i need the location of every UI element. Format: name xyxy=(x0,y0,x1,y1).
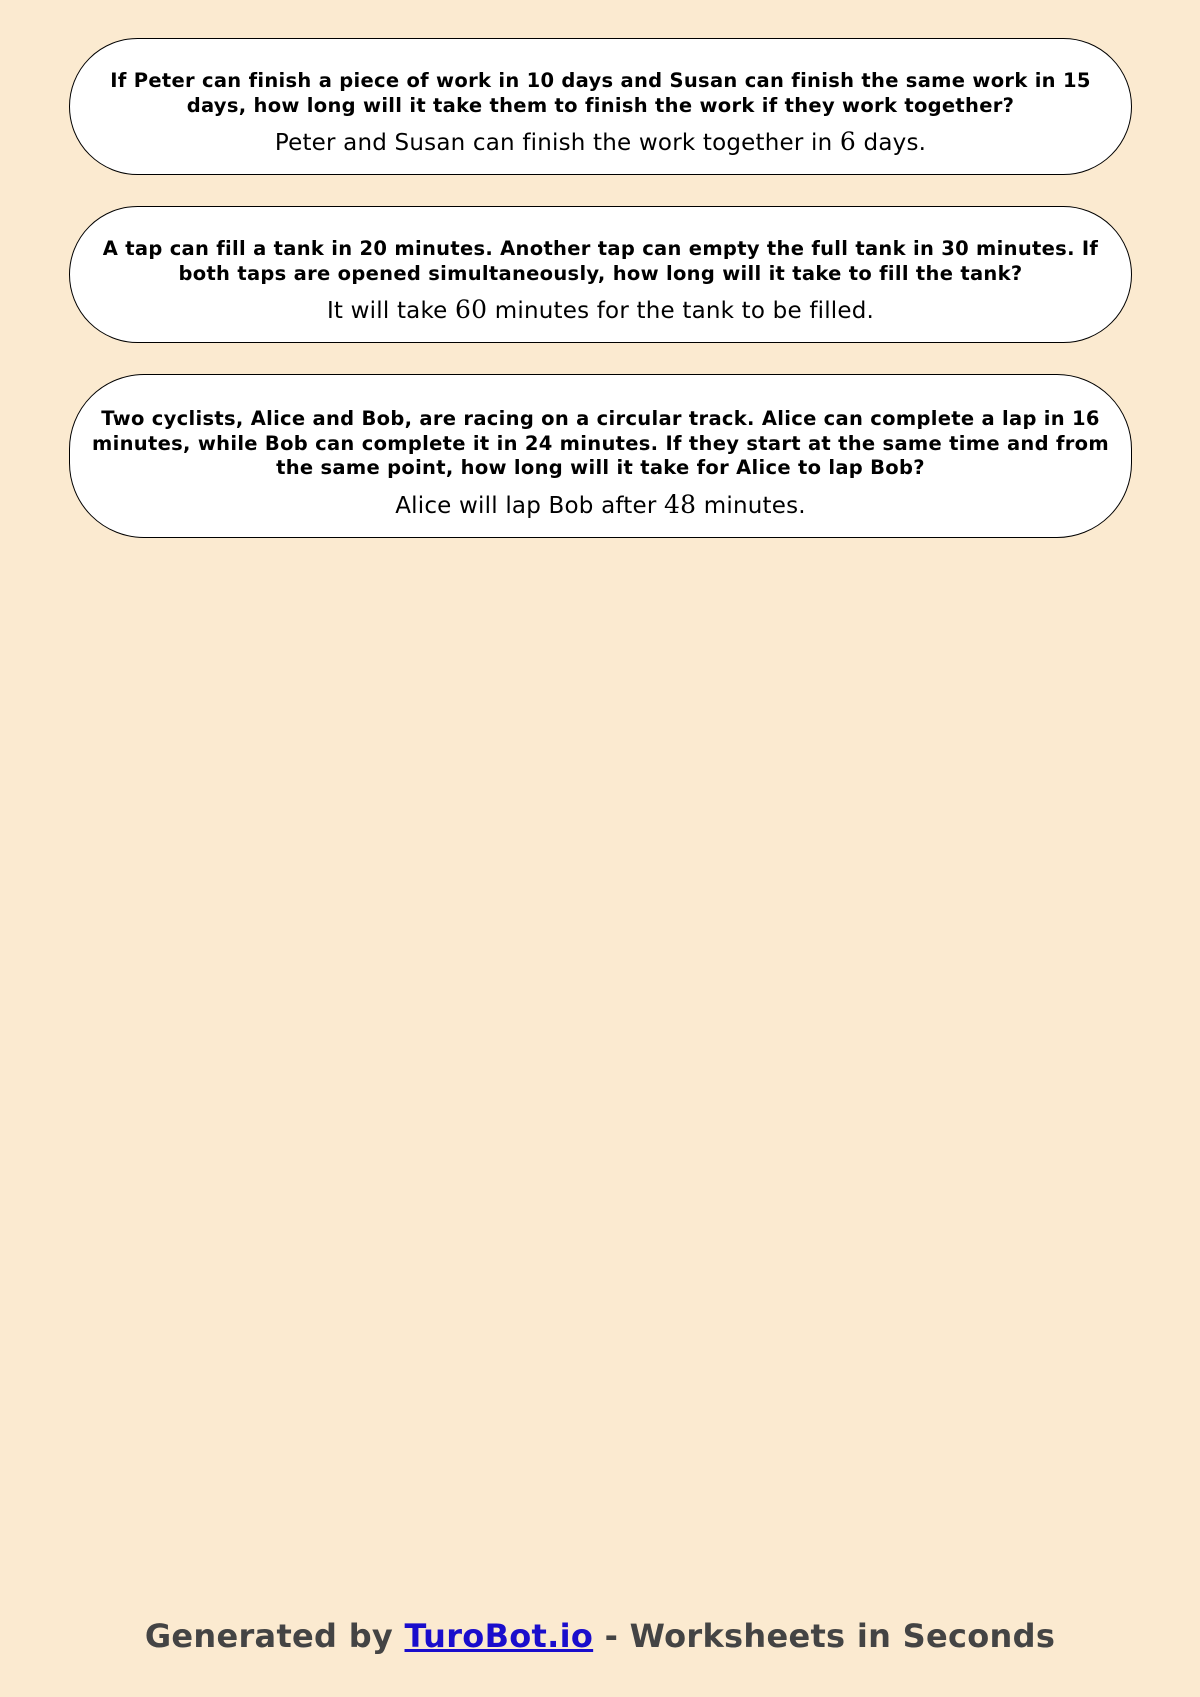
problem-question: If Peter can finish a piece of work in 10 days and Susan can finish the same work in 15 days, how long will it take them to finish the work if they work together? xyxy=(110,69,1091,117)
answer-text-before: Alice will lap Bob after xyxy=(395,492,665,519)
turobot-link[interactable]: TuroBot.io xyxy=(404,1617,594,1655)
answer-text-after: minutes for the tank to be filled. xyxy=(487,298,875,324)
problem-card-1 xyxy=(69,38,1132,175)
footer-suffix: - Worksheets in Seconds xyxy=(593,1617,1056,1655)
answer-text-after: minutes. xyxy=(696,492,806,519)
footer-prefix: Generated by xyxy=(144,1617,405,1655)
problem-question: Two cyclists, Alice and Bob, are racing on a circular track. Alice can complete a lap in 16 minutes, while Bob can complete it in 24 minutes. If they start at the same time and from the same point, how long will it take for Alice to lap Bob? xyxy=(92,407,1109,479)
problem-card-3 xyxy=(69,374,1132,538)
problem-question: A tap can fill a tank in 20 minutes. Another tap can empty the full tank in 30 minutes. If both taps are opened simultaneously, how long will it take to fill the tank? xyxy=(102,237,1099,285)
answer-text-before: Peter and Susan can finish the work together in xyxy=(274,130,840,156)
answer-text-before: It will take xyxy=(326,298,456,324)
answer-value: 6 xyxy=(839,127,857,156)
answer-value: 48 xyxy=(664,489,697,519)
problem-answer xyxy=(88,127,1113,158)
answer-value: 60 xyxy=(455,295,488,324)
answer-text-after: days. xyxy=(856,130,927,156)
worksheet-problems xyxy=(69,38,1132,569)
problem-answer xyxy=(88,295,1113,326)
problem-card-2 xyxy=(69,206,1132,343)
footer-credit xyxy=(0,1617,1200,1655)
problem-answer xyxy=(88,490,1113,521)
